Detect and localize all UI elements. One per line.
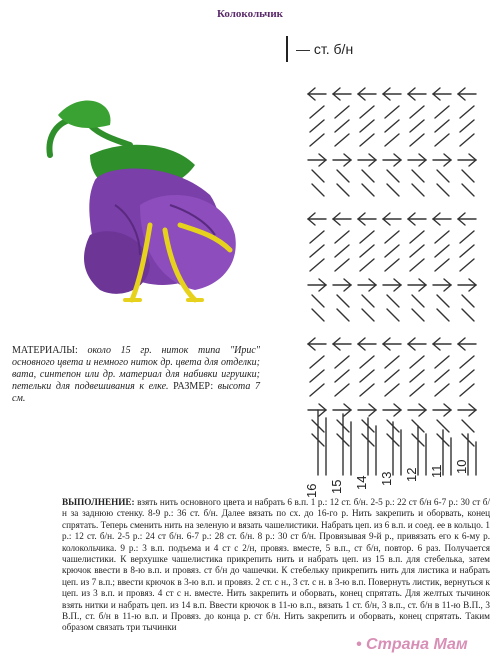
increase-arrow-head — [469, 404, 476, 410]
increase-arrow-head — [469, 285, 476, 291]
single-crochet-stitch — [437, 170, 449, 182]
single-crochet-stitch — [462, 170, 474, 182]
increase-arrow-head — [333, 88, 340, 94]
single-crochet-stitch — [387, 295, 399, 307]
single-crochet-stitch — [410, 259, 424, 271]
single-crochet-stitch — [335, 384, 349, 396]
increase-arrow-head — [333, 344, 340, 350]
increase-arrow-head — [344, 285, 351, 291]
single-crochet-stitch — [385, 106, 399, 118]
single-crochet-stitch — [335, 259, 349, 271]
increase-arrow-head — [308, 338, 315, 344]
single-crochet-stitch — [310, 120, 324, 132]
single-crochet-stitch — [437, 309, 449, 321]
increase-arrow-head — [433, 338, 440, 344]
increase-arrow-head — [383, 344, 390, 350]
increase-arrow-head — [369, 279, 376, 285]
increase-arrow-head — [383, 219, 390, 225]
single-crochet-stitch — [412, 170, 424, 182]
single-crochet-stitch — [335, 106, 349, 118]
single-crochet-stitch — [460, 356, 474, 368]
single-crochet-stitch — [312, 309, 324, 321]
increase-arrow-head — [358, 344, 365, 350]
increase-arrow-head — [319, 410, 326, 416]
single-crochet-stitch — [460, 231, 474, 243]
increase-arrow-head — [358, 338, 365, 344]
increase-arrow-head — [369, 154, 376, 160]
single-crochet-stitch — [412, 295, 424, 307]
single-crochet-stitch — [362, 295, 374, 307]
single-crochet-stitch — [460, 106, 474, 118]
single-crochet-stitch — [360, 356, 374, 368]
increase-arrow-head — [394, 154, 401, 160]
single-crochet-stitch — [410, 370, 424, 382]
single-crochet-stitch — [312, 295, 324, 307]
increase-arrow-head — [458, 338, 465, 344]
single-crochet-stitch — [337, 309, 349, 321]
increase-arrow-head — [433, 213, 440, 219]
increase-arrow-head — [319, 160, 326, 166]
single-crochet-stitch — [337, 170, 349, 182]
increase-arrow-head — [383, 338, 390, 344]
row-number-label: 14 — [354, 475, 369, 490]
single-crochet-stitch — [462, 309, 474, 321]
increase-arrow-head — [358, 88, 365, 94]
increase-arrow-head — [394, 285, 401, 291]
increase-arrow-head — [408, 94, 415, 100]
single-crochet-stitch — [335, 134, 349, 146]
increase-arrow-head — [444, 410, 451, 416]
increase-arrow-head — [419, 154, 426, 160]
single-crochet-stitch — [435, 231, 449, 243]
increase-arrow-head — [408, 338, 415, 344]
single-crochet-stitch — [462, 184, 474, 196]
increase-arrow-head — [408, 219, 415, 225]
single-crochet-stitch — [460, 245, 474, 257]
single-crochet-stitch — [435, 384, 449, 396]
size-label: РАЗМЕР: — [173, 381, 214, 392]
crochet-chart — [296, 80, 492, 500]
increase-arrow-head — [433, 94, 440, 100]
single-crochet-stitch — [362, 184, 374, 196]
increase-arrow-head — [419, 285, 426, 291]
increase-arrow-head — [383, 94, 390, 100]
increase-arrow-head — [458, 213, 465, 219]
increase-arrow-head — [333, 213, 340, 219]
increase-arrow-head — [344, 410, 351, 416]
single-crochet-stitch — [310, 259, 324, 271]
increase-arrow-head — [408, 213, 415, 219]
single-crochet-stitch — [360, 370, 374, 382]
single-crochet-stitch — [337, 184, 349, 196]
size-value: высота 7 см. — [12, 381, 261, 404]
single-crochet-stitch — [460, 370, 474, 382]
single-crochet-stitch — [460, 384, 474, 396]
row-number-label: 13 — [379, 471, 394, 486]
increase-arrow-head — [344, 160, 351, 166]
single-crochet-stitch — [335, 356, 349, 368]
increase-arrow-head — [444, 154, 451, 160]
increase-arrow-head — [469, 154, 476, 160]
single-crochet-stitch — [435, 370, 449, 382]
increase-arrow-head — [319, 285, 326, 291]
increase-arrow-head — [344, 279, 351, 285]
single-crochet-stitch — [310, 245, 324, 257]
increase-arrow-head — [344, 404, 351, 410]
single-crochet-symbol — [286, 36, 288, 62]
increase-arrow-head — [369, 404, 376, 410]
single-crochet-stitch — [437, 184, 449, 196]
single-crochet-stitch — [410, 384, 424, 396]
increase-arrow-head — [458, 219, 465, 225]
increase-arrow-head — [358, 94, 365, 100]
single-crochet-stitch — [460, 120, 474, 132]
increase-arrow-head — [458, 88, 465, 94]
single-crochet-stitch — [412, 184, 424, 196]
increase-arrow-head — [469, 410, 476, 416]
single-crochet-stitch — [437, 295, 449, 307]
increase-arrow-head — [308, 213, 315, 219]
single-crochet-stitch — [385, 134, 399, 146]
increase-arrow-head — [308, 94, 315, 100]
increase-arrow-head — [433, 219, 440, 225]
single-crochet-stitch — [362, 309, 374, 321]
single-crochet-stitch — [435, 134, 449, 146]
single-crochet-stitch — [310, 106, 324, 118]
single-crochet-stitch — [360, 134, 374, 146]
increase-arrow-head — [394, 279, 401, 285]
page-title: Колокольчик — [216, 8, 284, 20]
single-crochet-stitch — [435, 356, 449, 368]
increase-arrow-head — [433, 344, 440, 350]
increase-arrow-head — [344, 154, 351, 160]
increase-arrow-head — [444, 285, 451, 291]
single-crochet-stitch — [310, 384, 324, 396]
single-crochet-stitch — [385, 384, 399, 396]
single-crochet-stitch — [410, 245, 424, 257]
increase-arrow-head — [444, 160, 451, 166]
single-crochet-stitch — [462, 420, 474, 432]
single-crochet-stitch — [410, 231, 424, 243]
increase-arrow-head — [469, 160, 476, 166]
single-crochet-stitch — [362, 170, 374, 182]
single-crochet-stitch — [435, 259, 449, 271]
increase-arrow-head — [358, 219, 365, 225]
single-crochet-stitch — [435, 106, 449, 118]
increase-arrow-head — [319, 404, 326, 410]
single-crochet-stitch — [312, 184, 324, 196]
increase-arrow-head — [458, 94, 465, 100]
single-crochet-stitch — [412, 309, 424, 321]
materials-label: МАТЕРИАЛЫ: — [12, 345, 78, 356]
increase-arrow-head — [394, 160, 401, 166]
bellflower-photo — [20, 85, 250, 320]
increase-arrow-head — [369, 285, 376, 291]
single-crochet-stitch — [385, 259, 399, 271]
materials-body: около 15 гр. ниток типа "Ирис" основного цвета и немного ниток др. цвета для отделки; вата, синтепон или др. материал для набивки игрушки; петельки для подвешивания к елке. — [12, 345, 261, 392]
increase-arrow-head — [369, 410, 376, 416]
single-crochet-stitch — [385, 120, 399, 132]
increase-arrow-head — [308, 88, 315, 94]
chart-legend — [286, 36, 406, 62]
single-crochet-stitch — [310, 356, 324, 368]
single-crochet-stitch — [335, 231, 349, 243]
increase-arrow-head — [308, 219, 315, 225]
single-crochet-stitch — [410, 134, 424, 146]
increase-arrow-head — [358, 213, 365, 219]
increase-arrow-head — [369, 160, 376, 166]
single-crochet-stitch — [360, 106, 374, 118]
single-crochet-stitch — [387, 170, 399, 182]
increase-arrow-head — [333, 338, 340, 344]
increase-arrow-head — [419, 279, 426, 285]
increase-arrow-head — [394, 404, 401, 410]
increase-arrow-head — [319, 279, 326, 285]
increase-arrow-head — [383, 88, 390, 94]
single-crochet-stitch — [310, 231, 324, 243]
single-crochet-stitch — [387, 309, 399, 321]
single-crochet-stitch — [337, 295, 349, 307]
single-crochet-stitch — [410, 106, 424, 118]
legend-label: — ст. б/н — [296, 41, 354, 57]
increase-arrow-head — [419, 410, 426, 416]
row-number-label: 12 — [404, 467, 419, 482]
single-crochet-stitch — [460, 259, 474, 271]
single-crochet-stitch — [435, 245, 449, 257]
single-crochet-stitch — [360, 231, 374, 243]
single-crochet-stitch — [310, 134, 324, 146]
increase-arrow-head — [469, 279, 476, 285]
increase-arrow-head — [419, 160, 426, 166]
single-crochet-stitch — [435, 120, 449, 132]
single-crochet-stitch — [385, 356, 399, 368]
increase-arrow-head — [383, 213, 390, 219]
site-watermark: • Страна Мам — [356, 636, 468, 653]
single-crochet-stitch — [360, 245, 374, 257]
increase-arrow-head — [444, 279, 451, 285]
increase-arrow-head — [408, 344, 415, 350]
single-crochet-stitch — [385, 245, 399, 257]
increase-arrow-head — [433, 88, 440, 94]
row-number-label: 11 — [429, 464, 444, 478]
instructions-label: ВЫПОЛНЕНИЕ: — [62, 497, 135, 507]
increase-arrow-head — [333, 219, 340, 225]
increase-arrow-head — [444, 404, 451, 410]
materials-section — [12, 345, 260, 405]
increase-arrow-head — [394, 410, 401, 416]
single-crochet-stitch — [385, 370, 399, 382]
single-crochet-stitch — [460, 134, 474, 146]
single-crochet-stitch — [360, 259, 374, 271]
single-crochet-stitch — [410, 356, 424, 368]
single-crochet-stitch — [335, 120, 349, 132]
row-number-label: 15 — [329, 479, 344, 494]
increase-arrow-head — [308, 344, 315, 350]
increase-arrow-head — [458, 344, 465, 350]
single-crochet-stitch — [387, 184, 399, 196]
single-crochet-stitch — [360, 120, 374, 132]
increase-arrow-head — [408, 88, 415, 94]
instructions-section — [62, 497, 490, 634]
single-crochet-stitch — [335, 245, 349, 257]
single-crochet-stitch — [462, 295, 474, 307]
instructions-text: взять нить основного цвета и набрать 6 в.п. 1 р.: 12 ст. б/н. 2-5 р.: 22 ст б/н 6-7 р.: 30 ст б/н за заднюю стенку. 8-9 р.: 36 ст. б/н. Далее вязать по сх. до 16-го р. Нить закрепить и оборвать, конец спрятать. Теперь сменить нить на зеленую и вязать чашелистики. Набрать цеп. из 6 в.п. и соед. ее в кольцо. 1 р.: 12 ст. б/н. 2-5 р.: 24 ст б/н. 6-7 р.: 28 ст. б/н. 8 р.: 30 ст б/н. Провязывая 9-й р., привязать его к 6-му р. колокольчика. 9 р.: 3 в.п. подъема и 4 ст с 2/н, провяз. вместе, 5 в.п., ст б/н, повтор. 6 раз. Получается чашелистики. К верхушке чашелистика прикрепить нить и набрать цеп. из 15 в.п. для стебелька, затем крючок ввести в 8-ю в.п. и провяз. ст б/н до чашечки. К стебельку прикрепить нить для листика и набрать цеп. из 7 в.п.; ввести крючок в 3-ю в.п. и провяз. 2 ст. с н., 3 ст. с н. в 3-ю в.п. Повернуть листик, вернуться к цеп. из 3 в.п. и провяз. 4 ст с н. вместе. Нить закрепить и оборвать, конец спрятать. Для желтых тычинок взять нитки и набрать цеп. из 14 в.п. Ввести крючок в 11-ю в.п., вязать 1 ст. б/н, 3 в.п., ст. б/н в 11-ю В.П., 3 В.П., ст. б/н в 11-ю в.п. и Провяз. до конца р. ст б/н. Нить закрепить и оборвать, конец спрятать. Таким образом связать три тычинки — [62, 497, 491, 633]
single-crochet-stitch — [410, 120, 424, 132]
single-crochet-stitch — [335, 370, 349, 382]
single-crochet-stitch — [360, 384, 374, 396]
single-crochet-stitch — [312, 170, 324, 182]
increase-arrow-head — [419, 404, 426, 410]
row-number-label: 10 — [454, 459, 469, 474]
single-crochet-stitch — [385, 231, 399, 243]
increase-arrow-head — [333, 94, 340, 100]
increase-arrow-head — [319, 154, 326, 160]
single-crochet-stitch — [310, 370, 324, 382]
row-number-label: 16 — [304, 483, 319, 498]
